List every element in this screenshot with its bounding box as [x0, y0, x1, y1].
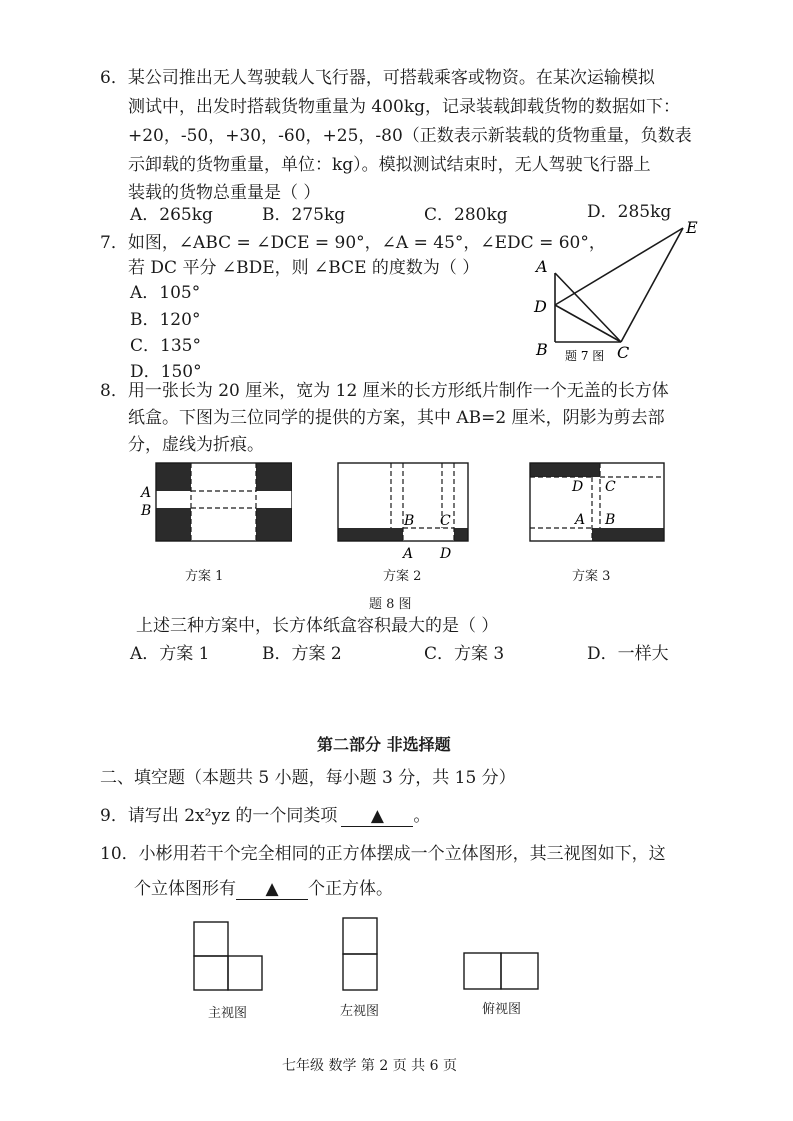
- q7-label-d: D: [534, 297, 547, 316]
- q8-question: 上述三种方案中，长方体纸盒容积最大的是（ ）: [136, 616, 499, 636]
- q8-option-c: C．方案 3: [424, 644, 505, 664]
- q10-line-1: 10．小彬用若干个完全相同的正方体摆成一个立体图形，其三视图如下，这: [100, 844, 666, 864]
- q7-option-b: B．120°: [130, 310, 201, 330]
- q6-line-1: 6．某公司推出无人驾驶载人飞行器，可搭载乘客或物资。在某次运输模拟: [100, 68, 655, 88]
- plan3-label-d: D: [572, 479, 584, 495]
- q7-option-d: D．150°: [130, 362, 202, 382]
- q10-top-view-caption: 俯视图: [482, 1002, 522, 1017]
- q8-option-d: D．一样大: [587, 644, 669, 664]
- q6-line-4: 示卸载的货物重量，单位：kg）。模拟测试结束时，无人驾驶飞行器上: [128, 155, 651, 175]
- q7-segment-ac: [555, 273, 621, 342]
- q8-line-1: 8．用一张长为 20 厘米，宽为 12 厘米的长方形纸片制作一个无盖的长方体: [100, 381, 669, 401]
- q10-suffix: 个正方体。: [308, 879, 393, 899]
- q10-prefix: 个立体图形有: [134, 879, 236, 899]
- plan3-cut-top: [530, 463, 600, 477]
- q6-line-5: 装载的货物总重量是（ ）: [128, 183, 321, 203]
- q6-option-d: D．285kg: [587, 202, 672, 222]
- part-2-title: 第二部分 非选择题: [317, 735, 451, 754]
- q8-plan-3-caption: 方案 3: [572, 569, 611, 584]
- q6-option-c: C．280kg: [424, 205, 508, 225]
- q8-plan-2-figure: [336, 458, 476, 564]
- q6-line-3: +20，-50，+30，-60，+25，-80（正数表示新装载的货物重量，负数表: [128, 126, 692, 146]
- q10-front-view: [190, 918, 270, 994]
- q8-line-3: 分，虚线为折痕。: [128, 435, 264, 455]
- q9-suffix: 。: [413, 806, 431, 826]
- plan2-label-c: C: [440, 513, 451, 529]
- plan2-label-d: D: [440, 546, 452, 562]
- plan1-label-a: A: [141, 485, 152, 501]
- q8-plan-2-caption: 方案 2: [383, 569, 422, 584]
- q10-line-2: [134, 879, 393, 900]
- plan3-label-c: C: [605, 479, 616, 495]
- q10-left-view: [340, 915, 380, 993]
- q7-line-1: 7．如图，∠ABC = ∠DCE = 90°，∠A = 45°，∠EDC = 60°，: [100, 233, 606, 253]
- q9-line: [100, 806, 430, 827]
- plan3-label-b: B: [605, 512, 616, 528]
- q7-figure-caption: 题 7 图: [565, 349, 605, 363]
- plan3-cut-bottom: [592, 528, 664, 541]
- plan1-cut-top-right: [256, 463, 292, 491]
- q6-line-2: 测试中，出发时搭载货物重量为 400kg，记录装载卸载货物的数据如下：: [128, 97, 681, 117]
- plan3-label-a: A: [575, 512, 586, 528]
- q8-plan-1-figure: [136, 458, 292, 558]
- q10-front-view-caption: 主视图: [208, 1006, 248, 1021]
- q7-label-a: A: [536, 257, 548, 276]
- plan1-cut-top-left: [156, 463, 191, 491]
- q6-option-a: A．265kg: [130, 205, 213, 225]
- plan1-cut-bottom-right: [256, 508, 292, 541]
- plan1-label-b: B: [141, 503, 152, 519]
- q8-line-2: 纸盒。下图为三位同学的提供的方案，其中 AB=2 厘米，阴影为剪去部: [128, 408, 665, 428]
- q7-segment-de: [555, 228, 683, 305]
- q8-option-b: B．方案 2: [262, 644, 342, 664]
- q8-plan-3-figure: [528, 458, 668, 548]
- plan2-label-b: B: [404, 513, 415, 529]
- q7-line-2: 若 DC 平分 ∠BDE，则 ∠BCE 的度数为（ ）: [128, 258, 480, 278]
- q9-prefix: 9．请写出 2x²yz 的一个同类项: [100, 806, 338, 826]
- q7-segment-ce: [621, 228, 683, 342]
- q7-option-c: C．135°: [130, 336, 201, 356]
- q6-option-b: B．275kg: [262, 205, 346, 225]
- q10-top-view: [461, 950, 541, 992]
- q9-answer-blank[interactable]: ▲: [341, 806, 413, 827]
- q8-figure-caption: 题 8 图: [369, 597, 412, 612]
- q7-option-a: A．105°: [130, 283, 201, 303]
- q10-left-view-caption: 左视图: [340, 1004, 380, 1019]
- q7-label-e: E: [686, 218, 698, 237]
- q7-label-b: B: [536, 340, 548, 359]
- section-2-title: 二、填空题（本题共 5 小题，每小题 3 分，共 15 分）: [100, 768, 516, 788]
- plan2-cut-right: [454, 528, 468, 541]
- plan1-cut-bottom-left: [156, 508, 191, 541]
- q7-figure: [525, 215, 710, 370]
- plan2-label-a: A: [403, 546, 414, 562]
- plan2-cut-left: [338, 528, 403, 541]
- q8-option-a: A．方案 1: [130, 644, 210, 664]
- q7-segment-dc: [555, 305, 621, 342]
- q8-plan-1-caption: 方案 1: [185, 569, 224, 584]
- q7-label-c: C: [617, 343, 630, 362]
- page-footer: 七年级 数学 第 2 页 共 6 页: [282, 1058, 457, 1074]
- q10-answer-blank[interactable]: ▲: [236, 879, 308, 900]
